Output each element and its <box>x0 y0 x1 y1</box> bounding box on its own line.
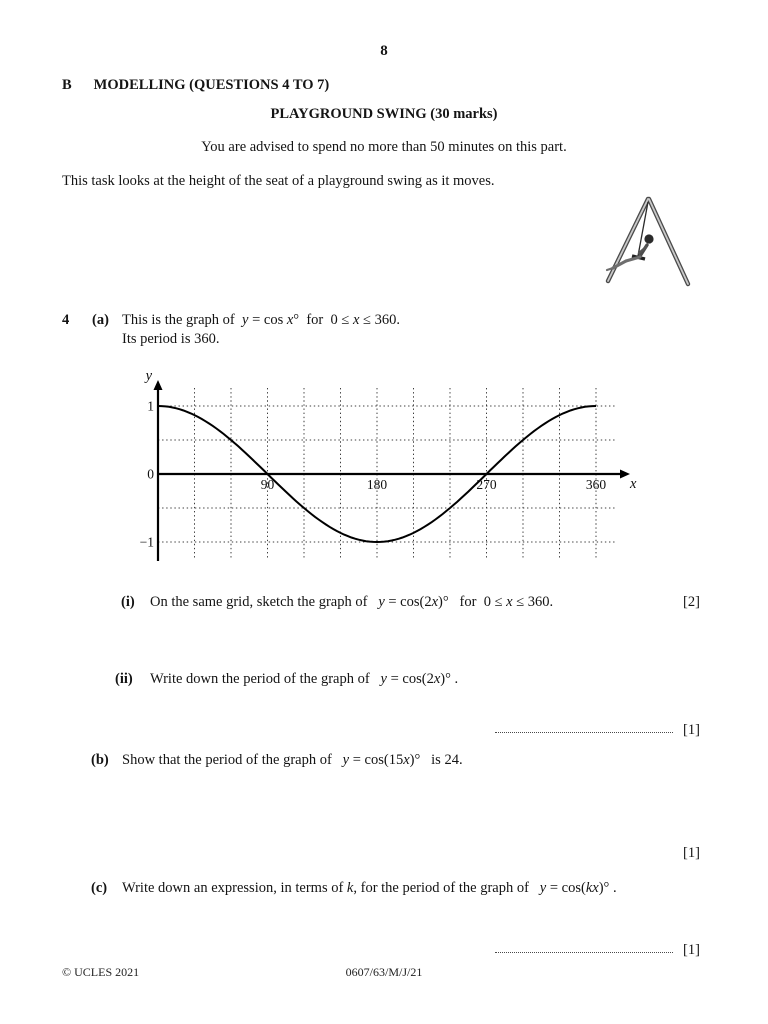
part-c-label: (c) <box>91 880 108 896</box>
page-number: 8 <box>380 43 388 59</box>
section-heading <box>62 76 329 95</box>
task-title: PLAYGROUND SWING (30 marks) <box>270 106 498 122</box>
math-text: )° is 24. <box>409 752 463 768</box>
math-text: = cos(15 <box>349 752 404 768</box>
math-text: On the same grid, sketch the graph of <box>150 594 379 610</box>
math-variable: x <box>506 594 513 610</box>
math-variable: k <box>585 880 593 896</box>
math-text: Write down an expression, in terms of <box>122 880 347 896</box>
math-text: ≤ 360. <box>359 312 400 328</box>
math-text: ° for 0 ≤ <box>293 312 353 328</box>
math-text: = cos <box>248 312 287 328</box>
x-tick-label: 90 <box>260 477 275 492</box>
math-variable: x <box>592 880 599 896</box>
copyright-text: © UCLES 2021 <box>62 965 140 979</box>
part-a-line2: Its period is 360. <box>122 331 220 347</box>
math-text: Write down the period of the graph of <box>150 671 381 687</box>
math-variable: x <box>286 312 294 328</box>
math-variable: x <box>433 671 441 687</box>
math-variable: k <box>346 880 354 896</box>
y-axis-label: y <box>145 368 152 384</box>
math-variable: x <box>431 594 439 610</box>
math-text: )° . <box>440 671 459 687</box>
part-b-label: (b) <box>91 752 109 768</box>
part-b-marks: [1] <box>683 845 700 861</box>
intro-text: This task looks at the height of the seat of a playground swing as it moves. <box>62 173 495 189</box>
section-title: MODELLING (QUESTIONS 4 TO 7) <box>93 77 330 93</box>
math-text: )° for 0 ≤ <box>438 594 507 610</box>
math-variable: x <box>403 752 410 768</box>
sub-ii-marks: [1] <box>683 722 700 738</box>
math-variable: y <box>378 594 385 610</box>
math-variable: y <box>342 752 350 768</box>
math-text: )° . <box>598 880 617 896</box>
sub-i-label: (i) <box>121 594 135 610</box>
x-axis-label: x <box>630 476 637 492</box>
sub-ii-text <box>150 670 458 689</box>
math-text: This is the graph of <box>122 312 243 328</box>
y-tick-label: −1 <box>139 534 154 550</box>
sub-i-text <box>150 593 553 612</box>
x-tick-label: 270 <box>476 477 497 492</box>
part-c-marks: [1] <box>683 942 700 958</box>
part-a-label: (a) <box>92 312 109 328</box>
y-tick-label: 0 <box>147 466 154 482</box>
math-variable: y <box>242 312 249 328</box>
answer-line-sub-ii[interactable] <box>495 717 673 733</box>
math-variable: y <box>380 671 387 687</box>
advice-text: You are advised to spend no more than 50 minutes on this part. <box>201 139 567 155</box>
math-text: , for the period of the graph of <box>353 880 540 896</box>
math-variable: y <box>539 880 547 896</box>
math-text: = cos(2 <box>386 671 434 687</box>
part-a-line1 <box>122 311 400 330</box>
answer-line-part-c[interactable] <box>495 937 673 953</box>
math-text: ≤ 360. <box>512 594 554 610</box>
x-axis-arrow <box>620 470 630 479</box>
y-axis-arrow <box>154 380 163 390</box>
math-variable: x <box>352 312 360 328</box>
math-text: = cos(2 <box>384 594 432 610</box>
part-c-text <box>122 879 617 898</box>
y-tick-label: 1 <box>147 398 154 414</box>
cosine-graph[interactable] <box>130 368 665 573</box>
sub-ii-label: (ii) <box>115 671 133 687</box>
swing-illustration-icon <box>600 190 695 288</box>
x-tick-label: 180 <box>366 477 388 492</box>
sub-i-marks: [2] <box>683 594 700 610</box>
paper-code: 0607/63/M/J/21 <box>345 965 423 979</box>
question-number: 4 <box>62 312 70 328</box>
section-letter: B <box>62 77 72 93</box>
math-text: Show that the period of the graph of <box>122 752 343 768</box>
math-text: = cos( <box>546 880 586 896</box>
x-tick-label: 360 <box>585 477 607 492</box>
part-b-text <box>122 751 463 770</box>
